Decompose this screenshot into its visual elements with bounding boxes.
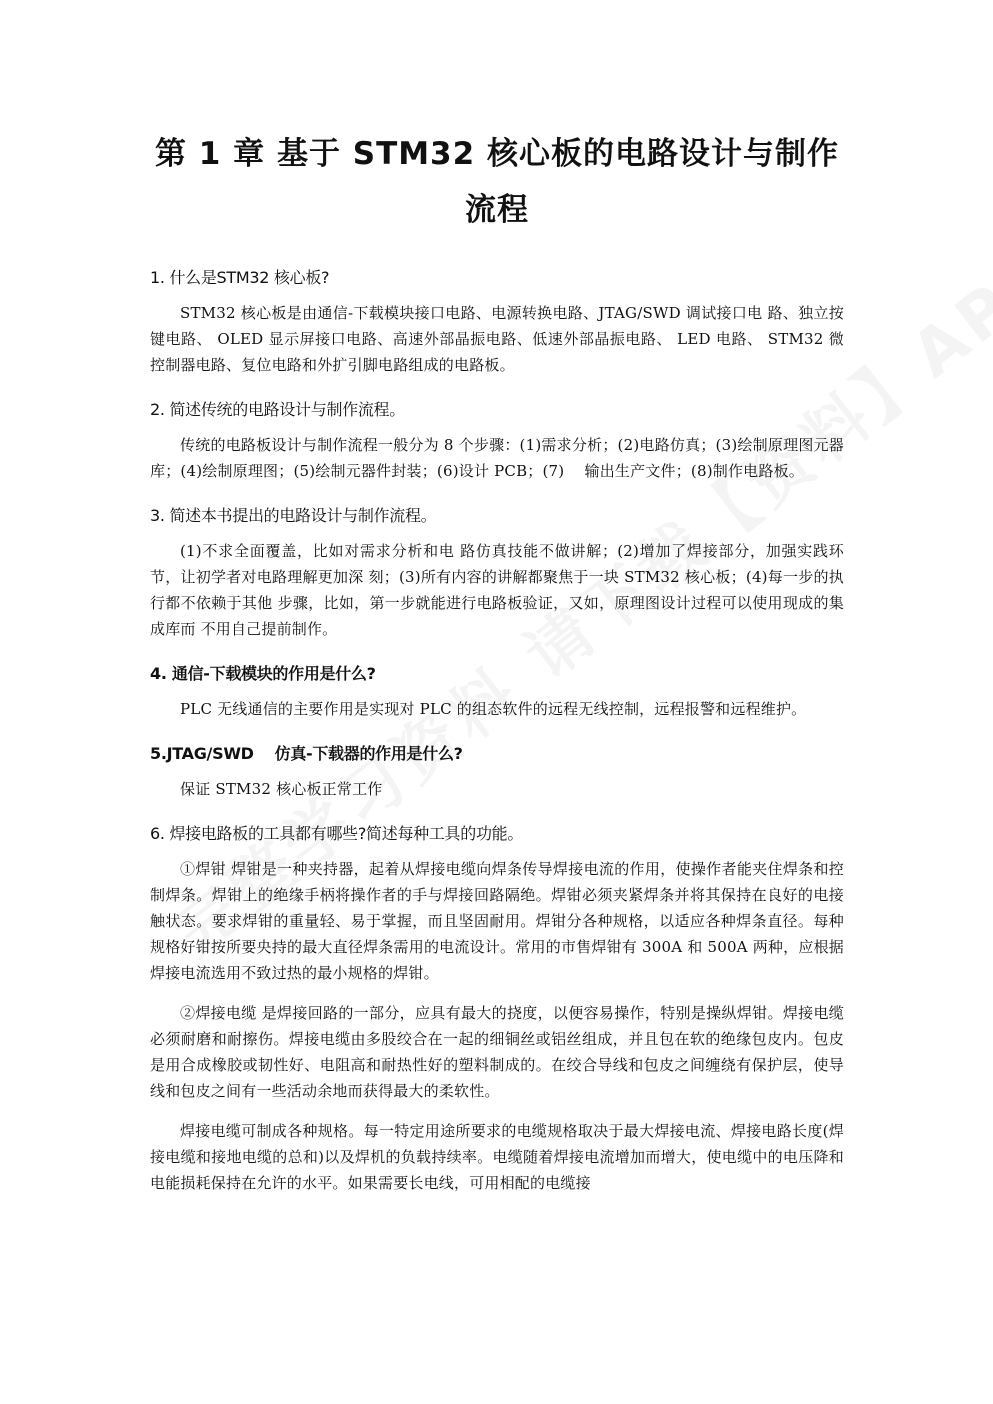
section-heading: 2. 简述传统的电路设计与制作流程。	[150, 400, 405, 419]
section-5	[150, 742, 844, 802]
paragraph: PLC 无线通信的主要作用是实现对 PLC 的组态软件的远程无线控制，远程报警和远程维护。	[180, 700, 807, 718]
section-1	[150, 266, 844, 378]
paragraph: ①焊钳 焊钳是一种夹持器，起着从焊接电缆向焊条传导焊接电流的作用，使操作者能夹住焊条和控制焊条。焊钳上的绝缘手柄将操作者的手与焊接回路隔绝。焊钳必须夹紧焊条并将其保持在良好的电接触状态。要求焊钳的重量轻、易于掌握，而且坚固耐用。焊钳分各种规格，以适应各种焊条直径。每种规格好钳按所要央持的最大直径焊条需用的电流设计。常用的市售焊钳有 300A 和 500A 两种，应根据焊接电流选用不致过热的最小规格的焊钳。	[150, 860, 844, 982]
section-4	[150, 662, 844, 722]
section-heading: 6. 焊接电路板的工具都有哪些?简述每种工具的功能。	[150, 824, 524, 843]
section-heading: 1. 什么是STM32 核心板?	[150, 268, 330, 287]
chapter-title: 第 1 章 基于 STM32 核心板的电路设计与制作流程	[155, 136, 839, 228]
section-2	[150, 398, 844, 484]
section-6	[150, 822, 844, 1196]
section-heading: 5.JTAG/SWD 仿真-下载器的作用是什么?	[150, 744, 463, 763]
paragraph: 传统的电路板设计与制作流程一般分为 8 个步骤：(1)需求分析；(2)电路仿真；(3)绘制原理图元器库；(4)绘制原理图；(5)绘制元器件封装；(6)设计 PCB；(7) 输出生产文件；(8)制作电路板。	[150, 436, 844, 480]
paragraph: 保证 STM32 核心板正常工作	[180, 780, 383, 798]
document-page	[150, 126, 844, 1202]
paragraph: (1)不求全面覆盖，比如对需求分析和电 路仿真技能不做讲解；(2)增加了焊接部分，加强实践环节，让初学者对电路理解更加深 刻；(3)所有内容的讲解都聚焦于一块 STM32 核心板；(4)每一步的执行都不依赖于其他 步骤，比如，第一步就能进行电路板验证，又如，原理图设计过程可以使用现成的集成库而 不用自己提前制作。	[150, 542, 844, 638]
section-heading: 4. 通信-下载模块的作用是什么?	[150, 664, 376, 683]
paragraph: ②焊接电缆 是焊接回路的一部分，应具有最大的挠度，以便容易操作，特别是操纵焊钳。焊接电缆必须耐磨和耐擦伤。焊接电缆由多股绞合在一起的细铜丝或铝丝组成，并且包在软的绝缘包皮内。包皮是用合成橡胶或韧性好、电阻高和耐热性好的塑料制成的。在绞合导线和包皮之间缠绕有保护层，使导线和包皮之间有一些活动余地而获得最大的柔软性。	[150, 1004, 844, 1100]
section-3	[150, 504, 844, 642]
paragraph: STM32 核心板是由通信-下载模块接口电路、电源转换电路、JTAG/SWD 调试接口电 路、独立按键电路、 OLED 显示屏接口电路、高速外部晶振电路、低速外部晶振电路、 LED 电路、 STM32 微控制器电路、复位电路和外扩引脚电路组成的电路板。	[150, 304, 844, 374]
paragraph: 焊接电缆可制成各种规格。每一特定用途所要求的电缆规格取决于最大焊接电流、焊接电路长度(焊接电缆和接地电缆的总和)以及焊机的负载持续率。电缆随着焊接电流增加而增大，使电缆中的电压降和电能损耗保持在允许的水平。如果需要长电线，可用相配的电缆接	[150, 1122, 844, 1192]
section-heading: 3. 简述本书提出的电路设计与制作流程。	[150, 506, 437, 525]
